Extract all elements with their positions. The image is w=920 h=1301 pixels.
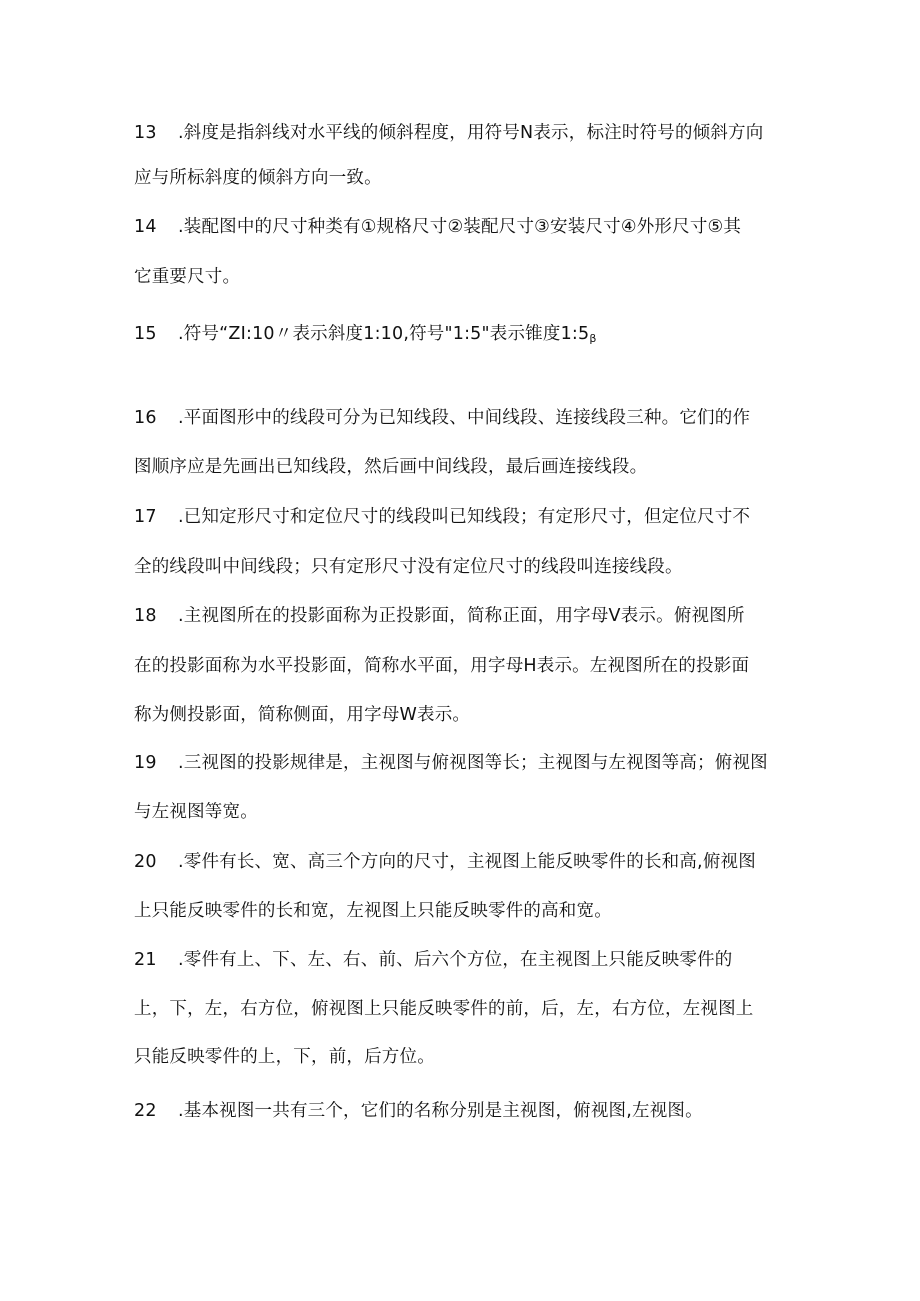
item-text: 在的投影面称为水平投影面，简称水平面，用字母H表示。左视图所在的投影面	[134, 656, 750, 676]
item-text: 称为侧投影面，简称侧面，用字母W表示。	[134, 705, 471, 725]
item-number: 16	[134, 408, 157, 428]
item-18-line-3	[134, 703, 470, 727]
item-number: 20	[134, 852, 157, 872]
item-17-line-1	[134, 505, 750, 529]
item-number: 19	[134, 753, 157, 773]
item-text: .斜度是指斜线对水平线的倾斜程度，用符号N表示，标注时符号的倾斜方向	[178, 123, 764, 143]
item-text: .零件有上、下、左、右、前、后六个方位，在主视图上只能反映零件的	[178, 950, 733, 970]
item-15-line-1	[134, 322, 597, 351]
item-text: 与左视图等宽。	[134, 802, 258, 822]
item-number: 15	[134, 324, 157, 344]
item-text: .三视图的投影规律是，主视图与俯视图等长；主视图与左视图等高；俯视图	[178, 753, 768, 773]
item-text: 应与所标斜度的倾斜方向一致。	[134, 168, 382, 188]
item-text: 图顺序应是先画出已知线段，然后画中间线段，最后画连接线段。	[134, 457, 648, 477]
item-14-line-1	[134, 215, 741, 239]
item-20-line-1	[134, 850, 756, 874]
item-text: .零件有长、宽、高三个方向的尺寸，主视图上能反映零件的长和高,俯视图	[178, 852, 756, 872]
item-18-line-2	[134, 654, 749, 678]
item-22-line-1	[134, 1099, 703, 1123]
item-text: .基本视图一共有三个，它们的名称分别是主视图，俯视图,左视图。	[178, 1101, 703, 1121]
item-text: 上，下，左，右方位，俯视图上只能反映零件的前，后，左，右方位，左视图上	[134, 999, 754, 1019]
item-text: 全的线段叫中间线段；只有定形尺寸没有定位尺寸的线段叫连接线段。	[134, 557, 683, 577]
item-16-line-2	[134, 455, 647, 479]
item-number: 22	[134, 1101, 157, 1121]
item-17-line-2	[134, 555, 683, 579]
item-19-line-2	[134, 800, 258, 824]
item-text: .主视图所在的投影面称为正投影面，简称正面，用字母V表示。俯视图所	[178, 606, 745, 626]
item-text: 上只能反映零件的长和宽，左视图上只能反映零件的高和宽。	[134, 901, 612, 921]
item-text: 只能反映零件的上，下，前，后方位。	[134, 1047, 435, 1067]
item-16-line-1	[134, 406, 750, 430]
item-number: 13	[134, 123, 157, 143]
item-text: .符号“ZI:10〃表示斜度1:10,符号"1:5"表示锥度1:5	[178, 324, 590, 344]
item-20-line-2	[134, 899, 612, 923]
item-text: .装配图中的尺寸种类有①规格尺寸②装配尺寸③安装尺寸④外形尺寸⑤其	[178, 217, 742, 237]
item-19-line-1	[134, 751, 768, 775]
item-13-line-2	[134, 166, 382, 190]
item-18-line-1	[134, 604, 745, 628]
item-text: 它重要尺寸。	[134, 267, 241, 287]
item-number: 14	[134, 217, 157, 237]
item-number: 17	[134, 507, 157, 527]
item-21-line-2	[134, 997, 754, 1021]
item-number: 18	[134, 606, 157, 626]
item-21-line-1	[134, 948, 732, 972]
item-text: .已知定形尺寸和定位尺寸的线段叫已知线段；有定形尺寸，但定位尺寸不	[178, 507, 751, 527]
item-text: .平面图形中的线段可分为已知线段、中间线段、连接线段三种。它们的作	[178, 408, 751, 428]
item-21-line-3	[134, 1045, 435, 1069]
item-14-line-2	[134, 265, 240, 289]
item-13-line-1	[134, 121, 763, 145]
item-number: 21	[134, 950, 157, 970]
item-text-suffix: β	[589, 332, 597, 345]
